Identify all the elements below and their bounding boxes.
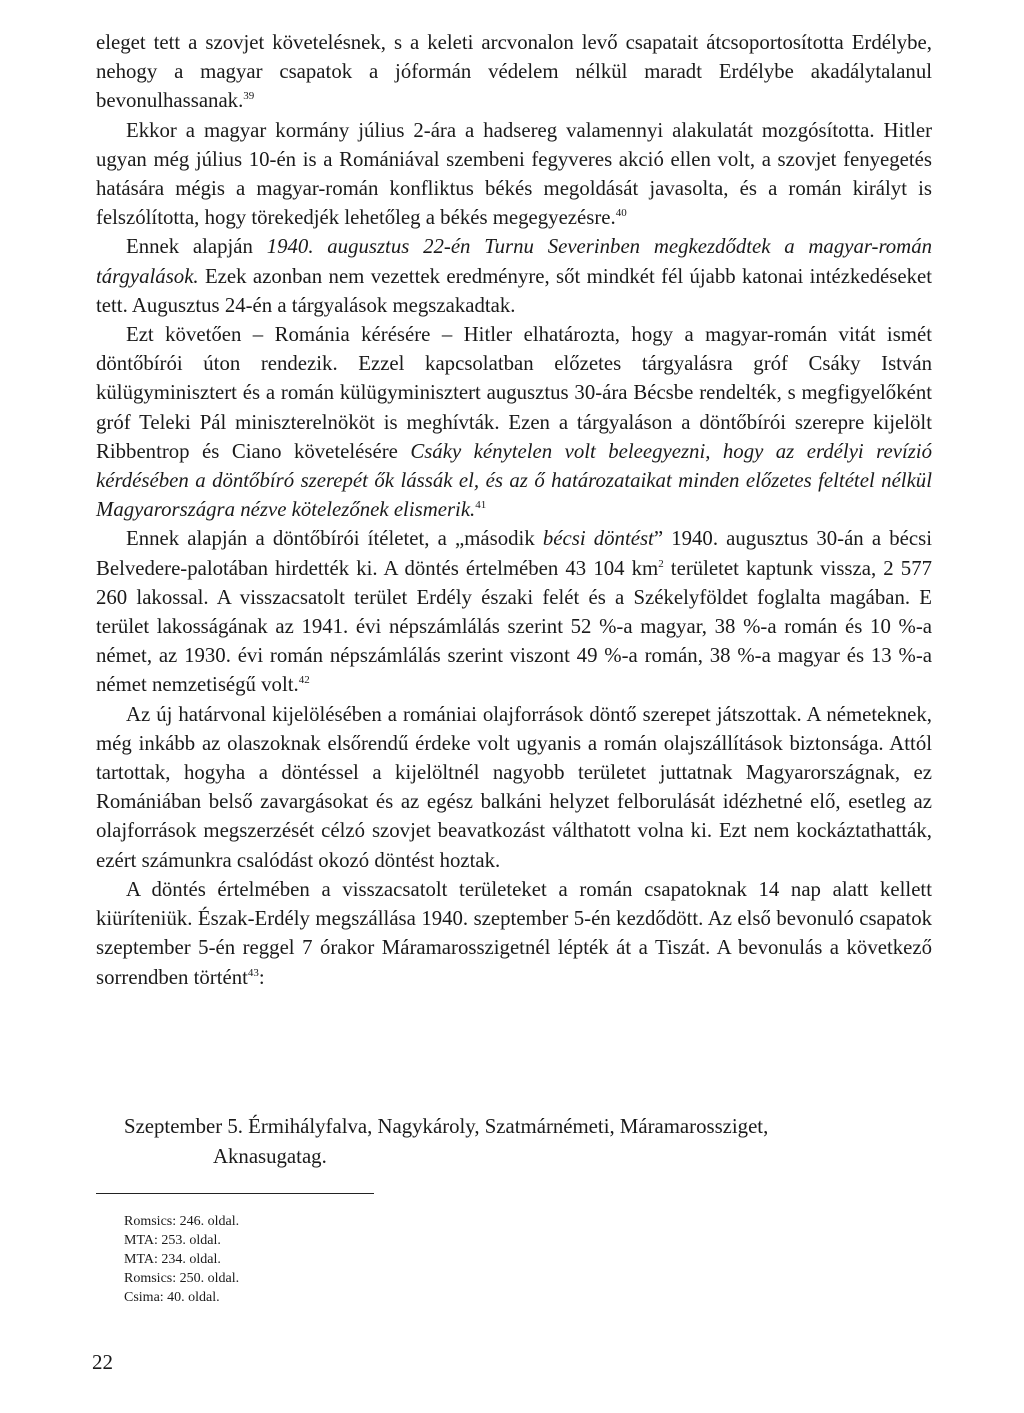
footnote-ref: 40 [615,207,627,220]
footnote-divider [96,1193,374,1194]
main-text [96,28,932,992]
paragraph-text: Ennek alapján [126,235,267,259]
footnotes [124,1212,239,1307]
paragraph-text: Ezek azonban nem vezettek eredményre, sőt mindkét fél újabb katonai intézkedéseket tett. Augusztus 24-én a tárgyalások megszakadtak. [96,264,932,317]
footnote-ref: 43 [247,966,259,979]
paragraph-text: Ekkor a magyar kormány július 2-ára a hadsereg valamennyi alakulatát mozgósította. Hitler ugyan még július 10-én is a Romániával szembeni fegyveres akció ellen volt, a szovjet fenyegetés hatására mégis a magyar-román konfliktus békés megoldását javasolta, és a román királyt is felszólította, hogy törekedjék lehetőleg a békés megegyezésre. [96,118,932,230]
paragraph-5 [96,524,932,699]
footnote: Romsics: 246. oldal. [124,1214,240,1229]
paragraph-3 [96,232,932,320]
list-item-line: Szeptember 5. Érmihályfalva, Nagykároly, Szatmárnémeti, Máramarossziget, [124,1115,769,1138]
paragraph-6 [96,700,932,875]
paragraph-text: Ezt követően – Románia kérésére – Hitler elhatározta, hogy a magyar-román vitát ismét döntőbírói úton rendezik. Ezzel kapcsolatban előzetes tárgyalásra gróf Csáky István külügyminisztert és a román külügyminisztert augusztus 30-ára Bécsbe rendelték, s megfigyelőként gróf Teleki Pál miniszterelnököt is meghívták. Ezen a tárgyaláson a döntőbírói szerepre kijelölt Ribbentrop és Ciano követelésére [96,323,932,463]
paragraph-1 [96,28,932,116]
footnote: Csima: 40. oldal. [124,1290,220,1305]
page-number: 22 [92,1350,113,1374]
italic-quote: Csáky kénytelen volt beleegyezni, hogy az erdélyi revízió kérdésében a döntőbíró szerepét ők lássák el, és az ő határozataikat minden előzetes feltétel nélkül Magyarországra nézve kötelezőnek elismerik. [96,439,932,522]
footnote: MTA: 253. oldal. [124,1233,221,1248]
italic-quote: 1940. augusztus 22-én Turnu Severinben megkezdődtek a magyar-román tárgyalások. [96,235,932,288]
footnote-ref: 41 [475,499,487,512]
paragraph-text: eleget tett a szovjet követelésnek, s a keleti arcvonalon levő csapatait átcsoportosította Erdélybe, nehogy a magyar csapatok a jóformán védelem nélkül maradt Erdélybe akadálytalanul bevonulhassanak. [96,31,932,113]
paragraph-text: A döntés értelmében a visszacsatolt területeket a román csapatoknak 14 nap alatt kellett kiüríteniük. Észak-Erdély megszállása 1940. szeptember 5-én kezdődött. Az első bevonuló csapatok szeptember 5-én reggel 7 órakor Máramarosszigetnél lépték át a Tiszát. A bevonulás a következő sorrendben történt [96,877,932,989]
list-item-line: Aknasugatag. [213,1145,327,1168]
paragraph-text: ” 1940. augusztus 30-án a bécsi Belvedere-palotában hirdették ki. A döntés értelmében 43 104 km [96,527,932,580]
italic-term: bécsi döntést [542,527,654,551]
paragraph-4 [96,320,932,524]
paragraph-text: : [258,965,265,989]
paragraph-text: területet kaptunk vissza, 2 577 260 lakossal. A visszacsatolt terület Erdély északi felét és a Székelyföldet foglalta magában. E terület lakosságának az 1941. évi népszámlálás szerint 52 %-a magyar, 38 %-a román és 10 %-a német, az 1930. évi román népszámlálás szerint viszont 49 %-a román, 38 %-a magyar és 13 %-a német nemzetiségű volt. [96,556,932,697]
footnote-ref: 42 [298,674,310,687]
footnote: Romsics: 250. oldal. [124,1271,240,1286]
footnote: MTA: 234. oldal. [124,1252,221,1267]
paragraph-2 [96,116,932,233]
paragraph-text: Az új határvonal kijelölésében a romániai olajforrások döntő szerepet játszottak. A németeknek, még inkább az olaszoknak elsőrendű érdeke volt ugyanis a román olajszállítások biztonsága. Attól tartottak, hogyha a döntéssel a kijelöltnél nagyobb területet juttatnak Magyarországnak, ez Romániában belső zavargásokat és az egész balkáni helyzet felborulását idézhetné elő, esetleg az olajforrások megszerzését célzó szovjet beavatkozást válthatott volna ki. Ezt nem kockáztathatták, ezért számunkra csalódást okozó döntést hoztak. [96,702,932,872]
footnote-ref: 39 [243,90,255,103]
date-list [124,1112,934,1172]
paragraph-text: Ennek alapján a döntőbírói ítéletet, a „második [126,527,543,551]
paragraph-7 [96,875,932,992]
unit-superscript: 2 [658,557,664,570]
